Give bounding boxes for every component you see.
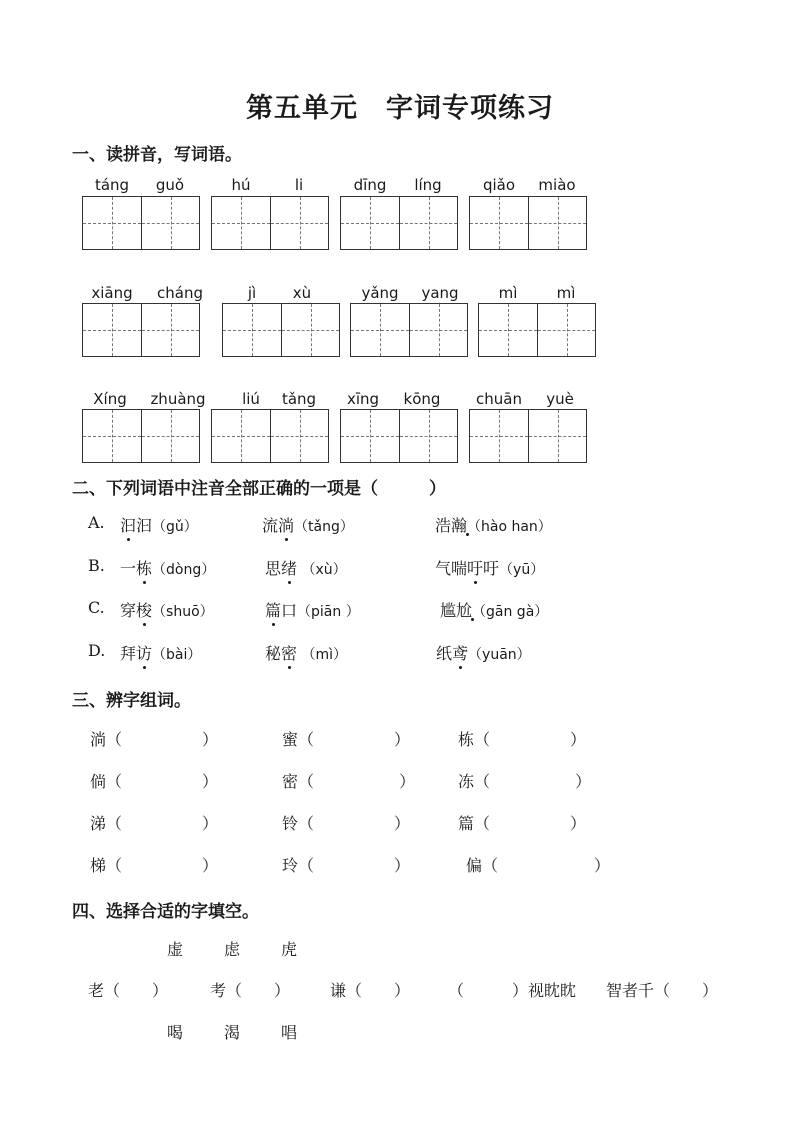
word-group-blank[interactable]: 栋（ ） xyxy=(458,730,587,749)
word-group-blank[interactable]: 倘（ ） xyxy=(90,772,219,791)
choice-char: 渴 xyxy=(224,1023,241,1042)
pinyin-label: jì xyxy=(247,284,257,302)
option-letter: C. xyxy=(88,598,105,617)
pinyin-label: yǎng xyxy=(361,284,399,302)
fill-blank[interactable]: 谦（ ） xyxy=(330,981,411,1000)
choice-char: 虑 xyxy=(224,940,241,959)
pinyin-label: xīng xyxy=(346,390,380,408)
pinyin-label: yang xyxy=(421,284,459,302)
pinyin-label: líng xyxy=(414,176,442,194)
pinyin-label: kōng xyxy=(403,390,441,408)
option-word: 篇口（piān ） xyxy=(265,598,360,621)
pinyin-label: liú xyxy=(242,390,260,408)
choice-char: 唱 xyxy=(281,1023,298,1042)
word-group-blank[interactable]: 篇（ ） xyxy=(458,814,587,833)
writing-grid[interactable] xyxy=(211,409,329,463)
option-word: 纸鸢（yuān） xyxy=(436,641,531,664)
pinyin-label: mì xyxy=(556,284,576,302)
pinyin-label: mì xyxy=(498,284,518,302)
section-4-heading: 四、选择合适的字填空。 xyxy=(72,902,259,922)
choice-char: 虎 xyxy=(281,940,298,959)
option-word: 流淌（tǎng） xyxy=(262,513,354,536)
option-word: 拜访（bài） xyxy=(120,641,201,664)
writing-grid[interactable] xyxy=(222,303,340,357)
option-word: 尴尬（gān gà） xyxy=(440,601,549,620)
fill-blank[interactable]: 智者千（ ） xyxy=(606,981,719,1000)
pinyin-label: li xyxy=(294,176,304,194)
writing-grid[interactable] xyxy=(340,196,458,250)
option-word: 思绪 （xù） xyxy=(265,556,347,579)
writing-grid[interactable] xyxy=(340,409,458,463)
choice-char: 虚 xyxy=(167,940,184,959)
option-word: 气喘吁吁（yū） xyxy=(435,556,544,579)
section-2-heading: 二、下列词语中注音全部正确的一项是（ ） xyxy=(72,479,446,499)
pinyin-label: cháng xyxy=(157,284,203,302)
writing-grid[interactable] xyxy=(82,303,200,357)
writing-grid[interactable] xyxy=(82,196,200,250)
writing-grid[interactable] xyxy=(211,196,329,250)
fill-blank[interactable]: 老（ ） xyxy=(88,981,169,1000)
pinyin-label: miào xyxy=(538,176,576,194)
word-group-blank[interactable]: 玲（ ） xyxy=(282,856,411,875)
option-word: 秘密 （mì） xyxy=(265,641,347,664)
writing-grid[interactable] xyxy=(478,303,596,357)
fill-blank[interactable]: （ ）视眈眈 xyxy=(448,981,577,1000)
option-letter: A. xyxy=(88,513,105,532)
writing-grid[interactable] xyxy=(469,196,587,250)
pinyin-label: dīng xyxy=(353,176,387,194)
pinyin-label: qiǎo xyxy=(482,176,516,194)
pinyin-label: Xíng xyxy=(93,390,127,408)
pinyin-label: xiāng xyxy=(91,284,133,302)
writing-grid[interactable] xyxy=(82,409,200,463)
word-group-blank[interactable]: 冻（ ） xyxy=(458,772,592,791)
fill-blank[interactable]: 考（ ） xyxy=(210,981,291,1000)
word-group-blank[interactable]: 密（ ） xyxy=(282,772,416,791)
writing-grid[interactable] xyxy=(469,409,587,463)
option-letter: D. xyxy=(88,641,106,660)
word-group-blank[interactable]: 淌（ ） xyxy=(90,730,219,749)
pinyin-label: chuān xyxy=(476,390,522,408)
word-group-blank[interactable]: 蜜（ ） xyxy=(282,730,411,749)
option-word: 穿梭（shuō） xyxy=(120,598,214,621)
section-1-heading: 一、读拼音，写词语。 xyxy=(72,145,242,165)
pinyin-label: táng xyxy=(94,176,130,194)
page-title: 第五单元 字词专项练习 xyxy=(246,93,554,124)
pinyin-label: zhuàng xyxy=(150,390,206,408)
option-word: 一栋（dòng） xyxy=(120,556,215,579)
option-letter: B. xyxy=(88,556,105,575)
pinyin-label: xù xyxy=(292,284,312,302)
word-group-blank[interactable]: 梯（ ） xyxy=(90,856,219,875)
pinyin-label: tǎng xyxy=(281,390,317,408)
word-group-blank[interactable]: 铃（ ） xyxy=(282,814,411,833)
section-3-heading: 三、辨字组词。 xyxy=(72,691,191,711)
word-group-blank[interactable]: 涕（ ） xyxy=(90,814,219,833)
pinyin-label: guǒ xyxy=(155,176,185,194)
word-group-blank[interactable]: 偏（ ） xyxy=(466,856,611,875)
choice-char: 喝 xyxy=(167,1023,184,1042)
option-word: 汩汩（gǔ） xyxy=(120,513,198,536)
pinyin-label: hú xyxy=(231,176,251,194)
writing-grid[interactable] xyxy=(350,303,468,357)
pinyin-label: yuè xyxy=(546,390,574,408)
option-word: 浩瀚（hào han） xyxy=(435,516,552,535)
